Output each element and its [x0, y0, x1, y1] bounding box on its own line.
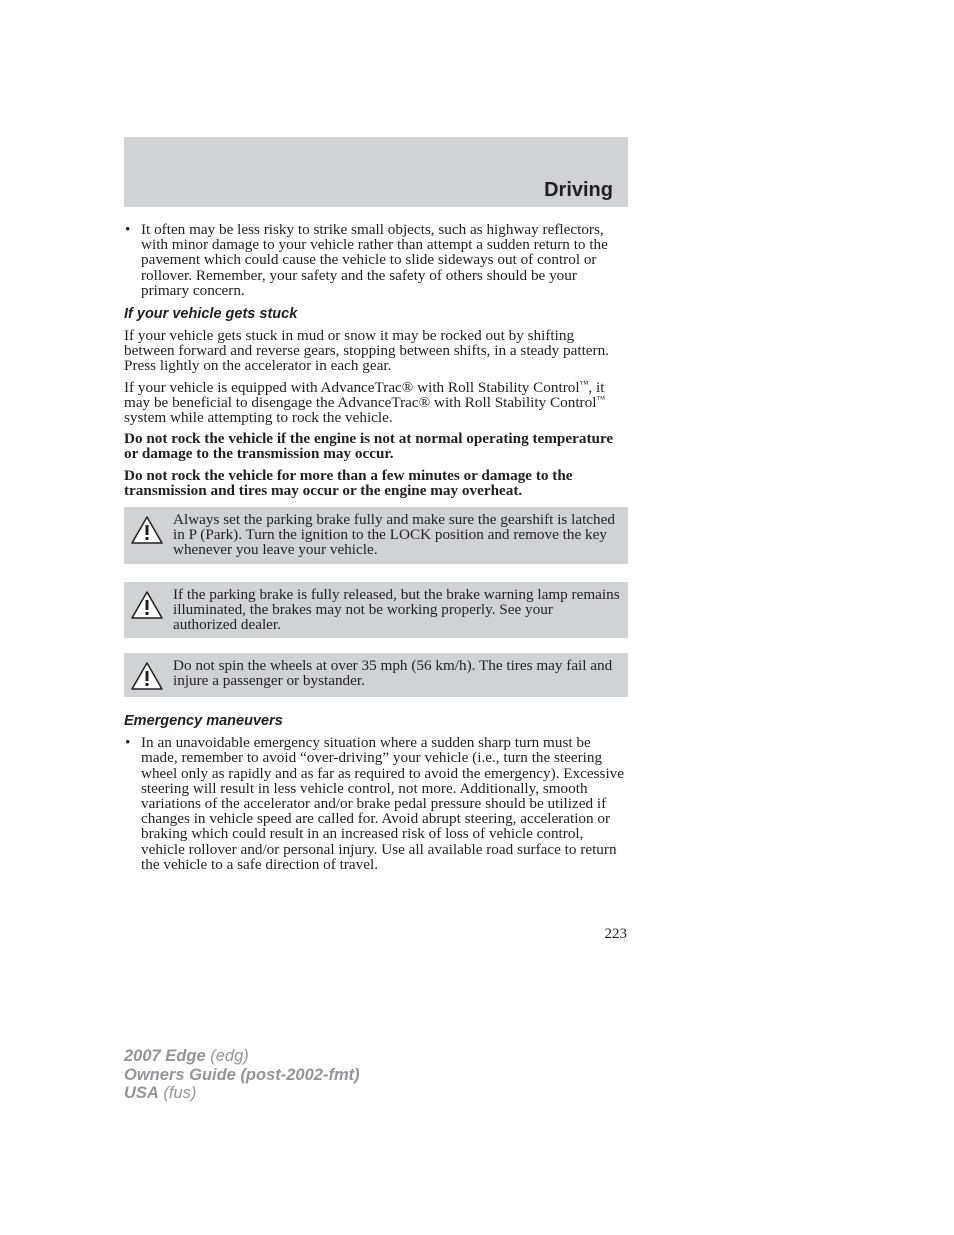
warning-box-3	[124, 653, 628, 697]
stuck-warning-bold-1: Do not rock the vehicle if the engine is not at normal operating temperature or damage to the transmission may occur.	[124, 430, 614, 463]
footer-model-code: (edg)	[205, 1047, 249, 1065]
stuck-paragraph-2	[124, 380, 628, 426]
warning-triangle-icon	[130, 661, 164, 691]
stuck-paragraph-2-a: If your vehicle is equipped with AdvanceTrac® with Roll Stability Control	[124, 378, 580, 396]
stuck-paragraph-2-c: system while attempting to rock the vehicle.	[124, 409, 393, 427]
stuck-warning-bold-2: Do not rock the vehicle for more than a few minutes or damage to the transmission and tires may occur or the engine may overheat.	[124, 466, 573, 499]
bullet-text: It often may be less risky to strike small objects, such as highway reflectors, with minor damage to your vehicle rather than attempt a sudden return to the pavement which could cause the vehicle to slide sideways out of control or rollover. Remember, your safety and the safety of others should be your primary concern.	[141, 221, 608, 299]
footer-market-code: (fus)	[158, 1084, 197, 1102]
footer-line-1	[124, 1047, 360, 1066]
page-number: 223	[604, 926, 627, 942]
bullet-item	[124, 222, 628, 298]
bullet-dot: •	[125, 221, 131, 238]
warning-text-3: Do not spin the wheels at over 35 mph (56 km/h). The tires may fail and injure a passenger or bystander.	[173, 657, 613, 690]
warning-box-1	[124, 507, 628, 564]
footer-line-3	[124, 1084, 360, 1103]
trademark: ™	[579, 378, 589, 389]
section-header	[124, 137, 628, 207]
warning-text-2: If the parking brake is fully released, but the brake warning lamp remains illuminated, the brakes may not be working properly. See your authorized dealer.	[173, 585, 620, 634]
footer-market: USA	[124, 1084, 159, 1102]
stuck-paragraph-2-b: , it may be beneficial to disengage the AdvanceTrac® with Roll Stability Control	[124, 378, 605, 411]
warning-text-1: Always set the parking brake fully and make sure the gearshift is latched in P (Park). Turn the ignition to the LOCK position and remove the key whenever you leave your vehicle.	[173, 511, 615, 559]
stuck-heading: If your vehicle gets stuck	[124, 306, 298, 323]
footer-model: 2007 Edge	[124, 1047, 206, 1065]
stuck-paragraph-1: If your vehicle gets stuck in mud or snow it may be rocked out by shifting between forward and reverse gears, stopping between shifts, in a steady pattern. Press lightly on the accelerator in each gear.	[124, 327, 609, 375]
emergency-heading: Emergency maneuvers	[124, 713, 283, 730]
warning-triangle-icon	[130, 515, 164, 545]
trademark: ™	[596, 393, 606, 404]
section-title: Driving	[544, 179, 613, 201]
footer	[124, 1047, 360, 1103]
footer-guide: Owners Guide (post-2002-fmt)	[124, 1065, 360, 1084]
footer-line-2	[124, 1066, 360, 1085]
bullet-text: In an unavoidable emergency situation where a sudden sharp turn must be made, remember to avoid “over-driving” your vehicle (i.e., turn the steering wheel only as rapidly and as far as required to avoid the emergency). Excessive steering will result in less vehicle control, not more. Additionally, smooth variations of the accelerator and/or brake pedal pressure should be utilized if changes in vehicle speed are called for. Avoid abrupt steering, acceleration or braking which could result in an increased risk of loss of vehicle control, vehicle rollover and/or personal injury. Use all available road surface to return the vehicle to a safe direction of travel.	[141, 734, 625, 873]
bullet-item	[124, 735, 628, 872]
warning-box-2	[124, 582, 628, 639]
page-content	[124, 222, 628, 872]
warning-triangle-icon	[130, 590, 164, 620]
bullet-dot: •	[125, 734, 131, 752]
